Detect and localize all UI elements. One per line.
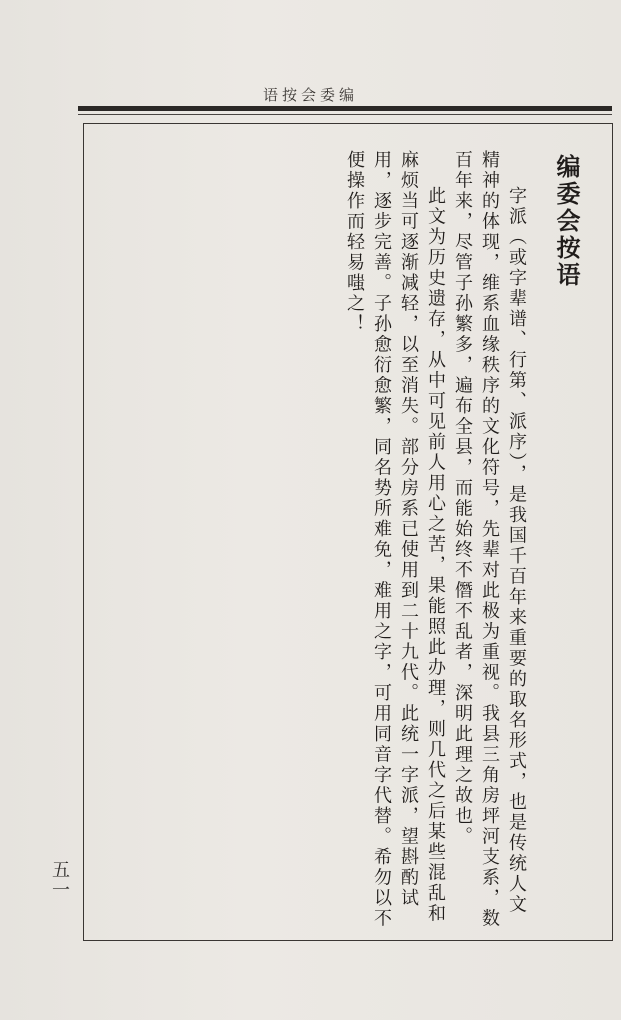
running-header: 语按会委编 bbox=[262, 86, 358, 104]
header-rule-thick bbox=[78, 106, 612, 111]
page-number: 五一 bbox=[49, 860, 70, 900]
header-rule-thin bbox=[78, 114, 612, 115]
paragraph-1: 字派（或字辈谱、行第、派序），是我国千百年来重要的取名形式，也是传统人文精神的体现，维系血缘秩序的文化符号，先辈对此极为重视。我县三角房坪河支系，数百年来，尽管子孙繁多，遍布全县，而能始终不僭不乱者，深明此理之故也。 bbox=[452, 150, 527, 929]
paragraph-2: 此文为历史遗存，从中可见前人用心之苦，果能照此办理，则几代之后某些混乱和麻烦当可逐渐减轻，以至消失。部分房系已使用到二十九代。此统一字派，望斟酌试用，逐步完善。子孙愈衍愈繁，同名势所难免，难用之字，可用同音字代替。希勿以不便操作而轻易嗤之！ bbox=[344, 150, 446, 929]
article-title: 编委会按语 bbox=[552, 154, 580, 289]
article-body bbox=[341, 150, 579, 930]
